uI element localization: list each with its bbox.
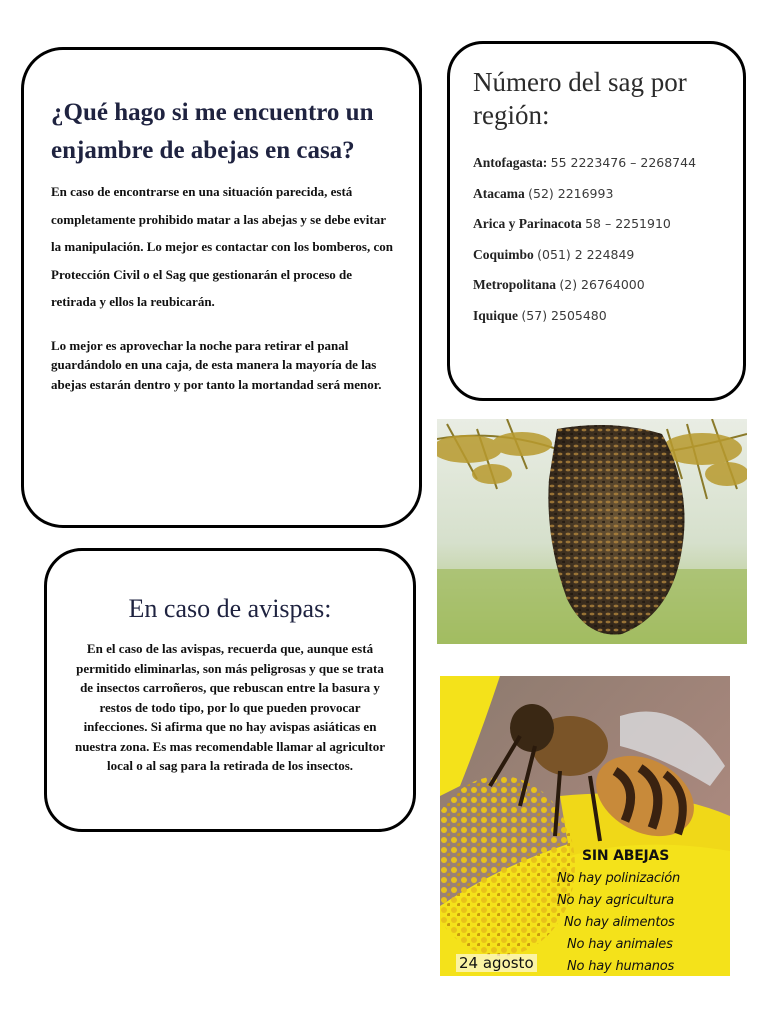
sag-list-item <box>473 240 723 271</box>
sag-phone: (051) 2 224849 <box>537 246 635 262</box>
bee-swarm-paragraph-1: En caso de encontrarse en una situación parecida, está completamente prohibido matar a las abejas y se debe evitar la manipulación. Lo mejor es contactar con los bomberos, con Protección Civil o el Sag que gestionarán el proceso de retirada y ellos la reubicarán. <box>51 184 393 309</box>
sag-region: Arica y Parinacota <box>473 216 582 231</box>
bee-swarm-card <box>21 47 422 528</box>
sag-phone: (57) 2505480 <box>521 307 607 323</box>
sag-title: Número del sag por región: <box>473 67 687 130</box>
sag-region: Antofagasta: <box>473 155 548 170</box>
poster-line: No hay alimentos <box>564 915 675 930</box>
sag-region: Coquimbo <box>473 246 534 262</box>
poster-date: 24 agosto <box>456 954 537 972</box>
sag-phone-card <box>447 41 746 401</box>
bee-icon <box>440 676 730 976</box>
wasps-paragraph: En el caso de las avispas, recuerda que, aunque está permitido eliminarlas, son más peligrosas y que se trata de insectos carroñeros, que rebuscan entre la basura y restos de todo tipo, por lo que pueden provocar infecciones. Si afirma que no hay avispas asiáticas en nuestra zona. Es mas recomendable llamar al agricultor local o al sag para la retirada de los insectos. <box>74 641 386 773</box>
sag-phone: (52) 2216993 <box>528 185 614 201</box>
poster-title: SIN ABEJAS <box>582 848 670 864</box>
wasps-card <box>44 548 416 832</box>
sag-list-item <box>473 179 723 210</box>
bee-swarm-photo <box>437 419 747 644</box>
sag-list-item <box>473 148 723 179</box>
sag-list-item <box>473 301 723 332</box>
sag-list-item <box>473 270 723 301</box>
poster-line: No hay animales <box>567 937 673 952</box>
bee-swarm-paragraph-2: Lo mejor es aprovechar la noche para retirar el panal guardándolo en una caja, de esta manera la mayoría de las abejas estarán dentro y por tanto la mortandad será menor. <box>51 337 382 392</box>
poster-line: No hay humanos <box>567 959 675 974</box>
poster-line: No hay agricultura <box>557 893 675 908</box>
sag-list-item <box>473 209 723 240</box>
sag-phone: (2) 26764000 <box>559 277 645 292</box>
sag-phone-list <box>473 148 723 331</box>
bee-flower-poster <box>440 676 730 976</box>
sag-region: Atacama <box>473 185 525 201</box>
sag-region: Metropolitana <box>473 277 556 292</box>
bee-swarm-title: ¿Qué hago si me encuentro un enjambre de abejas en casa? <box>51 99 374 164</box>
sag-phone: 58 – 2251910 <box>585 216 671 231</box>
poster-line: No hay polinización <box>557 871 681 886</box>
sag-region: Iquique <box>473 307 519 323</box>
sag-phone: 55 2223476 – 2268744 <box>550 155 697 170</box>
wasps-title: En caso de avispas: <box>128 594 332 623</box>
